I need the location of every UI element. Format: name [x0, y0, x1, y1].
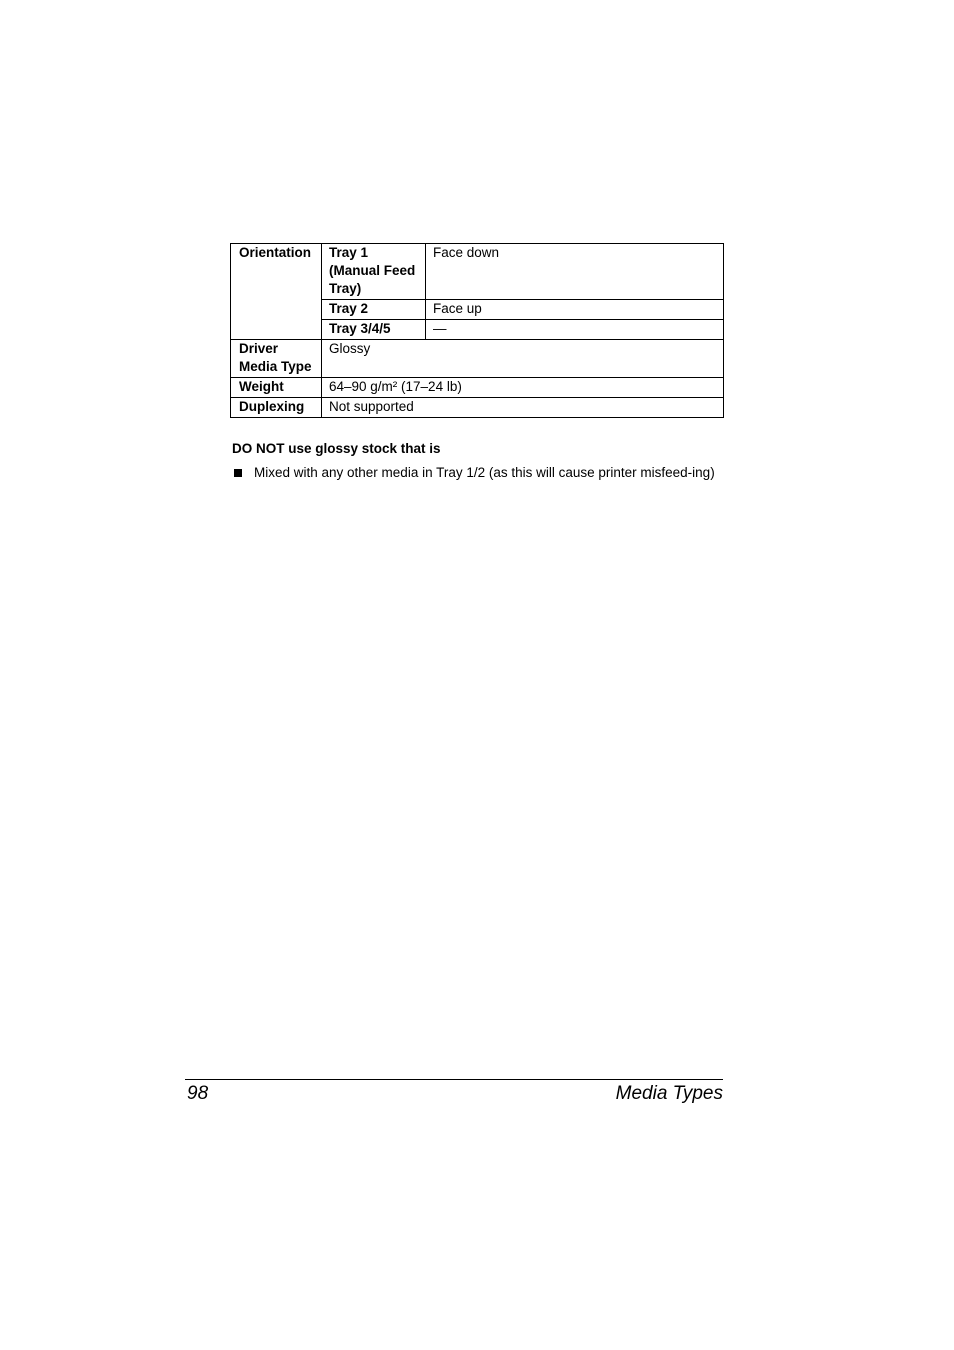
footer-divider — [185, 1079, 723, 1080]
list-item-text: Mixed with any other media in Tray 1/2 (as this will cause printer misfeed-ing) — [254, 465, 715, 480]
tray-345-orientation: — — [426, 320, 724, 340]
list-item — [232, 464, 723, 482]
weight-value: 64–90 g/m² (17–24 lb) — [322, 378, 724, 398]
section-title: Media Types — [615, 1083, 723, 1104]
orientation-label: Orientation — [231, 244, 322, 340]
tray-1-label: Tray 1 (Manual Feed Tray) — [322, 244, 426, 300]
tray-2-label: Tray 2 — [322, 300, 426, 320]
table-row — [231, 398, 724, 418]
tray-345-label: Tray 3/4/5 — [322, 320, 426, 340]
tray-1-orientation: Face down — [426, 244, 724, 300]
tray-2-orientation: Face up — [426, 300, 724, 320]
table-row — [231, 378, 724, 398]
weight-label: Weight — [231, 378, 322, 398]
table-row — [231, 340, 724, 378]
driver-media-type-value: Glossy — [322, 340, 724, 378]
warning-heading: DO NOT use glossy stock that is — [232, 441, 441, 456]
duplexing-value: Not supported — [322, 398, 724, 418]
square-bullet-icon — [234, 469, 242, 477]
table-row — [231, 244, 724, 300]
driver-media-type-label: Driver Media Type — [231, 340, 322, 378]
page-number: 98 — [187, 1083, 209, 1104]
media-spec-table — [230, 243, 724, 418]
warning-list — [232, 464, 723, 482]
duplexing-label: Duplexing — [231, 398, 322, 418]
